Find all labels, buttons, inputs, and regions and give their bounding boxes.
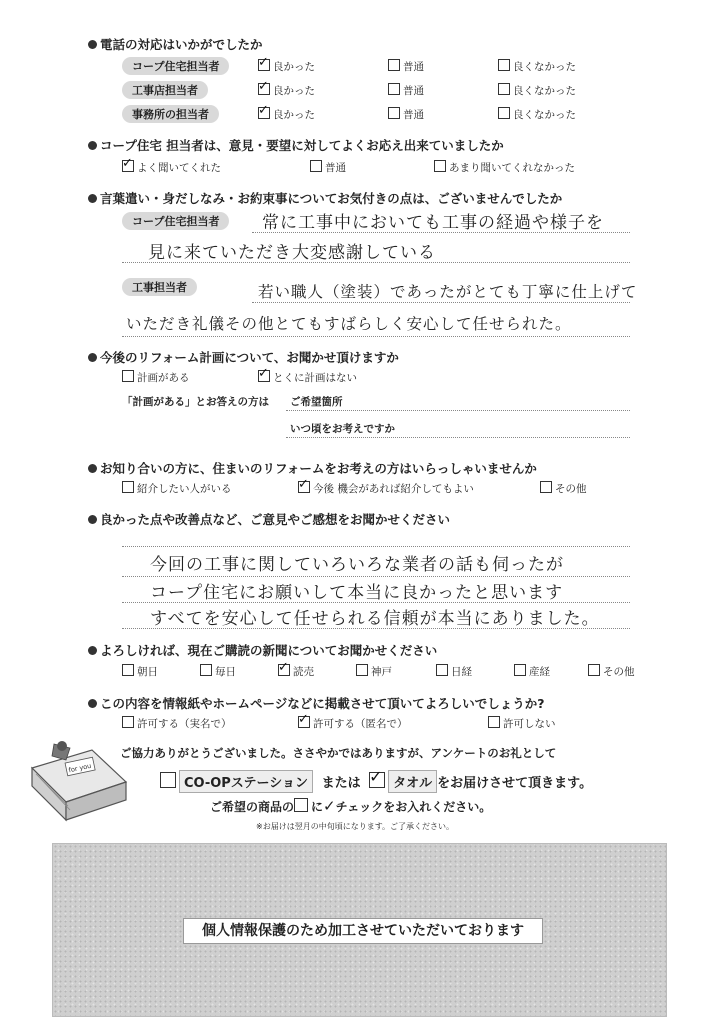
checkbox-icon[interactable] xyxy=(310,160,322,172)
checkbox-icon[interactable] xyxy=(388,83,400,95)
q1-row3-label: 事務所の担当者 xyxy=(122,105,219,123)
q7-opt-sankei[interactable]: 産経 xyxy=(514,664,550,679)
q4-place-field[interactable] xyxy=(286,410,630,411)
q1-row1-normal[interactable]: 普通 xyxy=(388,59,424,74)
gift-note: ※お届けは翌月の中旬頃になります。ご了承ください。 xyxy=(256,822,455,831)
q7-opt-asahi[interactable]: 朝日 xyxy=(122,664,158,679)
q2-opt-good[interactable]: ✓よく聞いてくれた xyxy=(122,160,221,175)
q3-label-construction: 工事担当者 xyxy=(122,278,197,296)
q1-row2-label: 工事店担当者 xyxy=(122,81,208,99)
checkbox-icon[interactable] xyxy=(488,716,500,728)
q7-opt-mainichi[interactable]: 毎日 xyxy=(200,664,236,679)
q6-handwriting-a: 今回の工事に関していろいろな業者の話も伺ったが xyxy=(150,555,564,575)
checkbox-coop-station[interactable] xyxy=(160,772,176,788)
q6-handwriting-b: コープ住宅にお願いして本当に良かったと思います xyxy=(150,583,564,603)
checkbox-icon[interactable] xyxy=(540,481,552,493)
checkbox-checked-icon[interactable] xyxy=(298,716,310,728)
checkbox-icon[interactable] xyxy=(436,664,448,676)
bullet-icon xyxy=(88,646,97,655)
q4-place-label: ご希望箇所 xyxy=(290,396,343,408)
checkbox-checked-icon[interactable] xyxy=(258,370,270,382)
q3-handwriting-2a: 若い職人（塗装）であったがとても丁寧に仕上げて xyxy=(258,283,638,301)
q1-row2-bad[interactable]: 良くなかった xyxy=(498,83,576,98)
divider xyxy=(122,546,630,547)
gift-line1: ご協力ありがとうございました。ささやかではありますが、アンケートのお礼として xyxy=(120,746,557,760)
checkbox-towel[interactable] xyxy=(369,772,385,788)
gift-or: または xyxy=(321,776,361,791)
checkbox-checked-icon[interactable] xyxy=(278,664,290,676)
q2-title: コープ住宅 担当者は、意見・要望に対してよくお応え出来ていましたか xyxy=(88,136,504,154)
q8-opt-realname[interactable]: 許可する（実名で） xyxy=(122,716,232,731)
privacy-notice: 個人情報保護のため加工させていただいております xyxy=(183,918,543,944)
checkbox-icon[interactable] xyxy=(588,664,600,676)
checkbox-checked-icon[interactable] xyxy=(258,83,270,95)
checkbox-icon[interactable] xyxy=(122,716,134,728)
q3-title: 言葉遣い・身だしなみ・お約束事についてお気付きの点は、ございませんでしたか xyxy=(88,189,562,207)
q1-row2-good[interactable]: ✓ 良かった xyxy=(258,83,315,98)
checkbox-checked-icon[interactable] xyxy=(258,107,270,119)
q3-label-coop: コープ住宅担当者 xyxy=(122,212,229,230)
q8-opt-anonymous[interactable]: ✓ 許可する（匿名で） xyxy=(298,716,408,731)
divider xyxy=(122,262,630,263)
checkbox-icon[interactable] xyxy=(388,59,400,71)
q8-title: この内容を情報紙やホームページなどに掲載させて頂いてよろしいでしょうか? xyxy=(88,694,545,712)
q3-handwriting-1a: 常に工事中においても工事の経過や様子を xyxy=(262,213,604,233)
q8-opt-deny[interactable]: 許可しない xyxy=(488,716,556,731)
q5-opt-introduce[interactable]: 紹介したい人がいる xyxy=(122,481,232,496)
q1-row1-bad[interactable]: 良くなかった xyxy=(498,59,576,74)
q7-title: よろしければ、現在ご購読の新聞についてお聞かせください xyxy=(88,641,437,659)
q1-row1-good[interactable]: ✓ 良かった xyxy=(258,59,315,74)
q1-row3-good[interactable]: ✓ 良かった xyxy=(258,107,315,122)
checkbox-icon[interactable] xyxy=(122,481,134,493)
q2-opt-bad[interactable]: あまり聞いてくれなかった xyxy=(434,160,575,175)
q6-handwriting-c: すべてを安心して任せられる信頼が本当にありました。 xyxy=(150,609,600,629)
q1-title: 電話の対応はいかがでしたか xyxy=(88,35,263,53)
q1-row3-bad[interactable]: 良くなかった xyxy=(498,107,576,122)
gift-opt-towel: タオル xyxy=(388,770,437,793)
q1-row3-normal[interactable]: 普通 xyxy=(388,107,424,122)
divider xyxy=(122,602,630,603)
q3-handwriting-2b: いただき礼儀その他とてもすばらしく安心して任せられた。 xyxy=(126,315,572,333)
divider xyxy=(122,336,630,337)
gift-line2-tail: をお届けさせて頂きます。 xyxy=(437,776,593,791)
q5-title: お知り合いの方に、住まいのリフォームをお考えの方はいらっしゃいませんか xyxy=(88,459,537,477)
q7-opt-yomiuri[interactable]: ✓ 読売 xyxy=(278,664,314,679)
q4-sub-label: 「計画がある」とお答えの方は xyxy=(122,396,269,408)
divider xyxy=(252,232,630,233)
q1-row2-normal[interactable]: 普通 xyxy=(388,83,424,98)
gift-tag-text: for you xyxy=(67,761,92,775)
q4-when-label: いつ頃をお考えですか xyxy=(290,423,395,435)
q5-opt-future[interactable]: ✓ 今後 機会があれば紹介してもよい xyxy=(298,481,474,496)
gift-opt-coop-station: CO-OPステーション xyxy=(179,770,313,793)
q5-opt-other[interactable]: その他 xyxy=(540,481,587,496)
q1-row1-label: コープ住宅担当者 xyxy=(122,57,229,75)
gift-line3: ご希望の商品の に✓チェックをお入れください。 xyxy=(210,797,492,815)
q4-title: 今後のリフォーム計画について、お聞かせ頂けますか xyxy=(88,348,399,366)
q4-when-field[interactable] xyxy=(286,437,630,438)
bullet-icon xyxy=(88,353,97,362)
divider xyxy=(252,302,630,303)
gift-line2 xyxy=(160,770,592,793)
checkbox-icon[interactable] xyxy=(200,664,212,676)
bullet-icon xyxy=(88,515,97,524)
checkbox-checked-icon[interactable] xyxy=(258,59,270,71)
bullet-icon xyxy=(88,40,97,49)
q4-opt-noplan[interactable]: ✓ とくに計画はない xyxy=(258,370,357,385)
checkbox-icon[interactable] xyxy=(356,664,368,676)
sample-box-icon xyxy=(294,798,308,812)
checkbox-checked-icon[interactable] xyxy=(298,481,310,493)
q7-opt-other[interactable]: その他 xyxy=(588,664,635,679)
divider xyxy=(122,628,630,629)
checkbox-icon[interactable] xyxy=(498,107,510,119)
checkbox-icon[interactable] xyxy=(498,83,510,95)
bullet-icon xyxy=(88,194,97,203)
q7-opt-nikkei[interactable]: 日経 xyxy=(436,664,472,679)
bullet-icon xyxy=(88,141,97,150)
check-mark-icon: ✓ xyxy=(323,797,336,815)
q6-title: 良かった点や改善点など、ご意見やご感想をお聞かせください xyxy=(88,510,450,528)
q2-opt-normal[interactable]: 普通 xyxy=(310,160,346,175)
checkbox-icon[interactable] xyxy=(434,160,446,172)
divider xyxy=(122,576,630,577)
bullet-icon xyxy=(88,464,97,473)
bullet-icon xyxy=(88,699,97,708)
q4-opt-plan[interactable]: 計画がある xyxy=(122,370,190,385)
checkbox-icon[interactable] xyxy=(498,59,510,71)
q7-opt-kobe[interactable]: 神戸 xyxy=(356,664,392,679)
q3-handwriting-1b: 見に来ていただき大変感謝している xyxy=(148,243,436,263)
checkbox-checked-icon[interactable] xyxy=(122,160,134,172)
gift-book-illustration xyxy=(22,738,134,830)
checkbox-icon[interactable] xyxy=(122,370,134,382)
checkbox-icon[interactable] xyxy=(122,664,134,676)
checkbox-icon[interactable] xyxy=(388,107,400,119)
checkbox-icon[interactable] xyxy=(514,664,526,676)
